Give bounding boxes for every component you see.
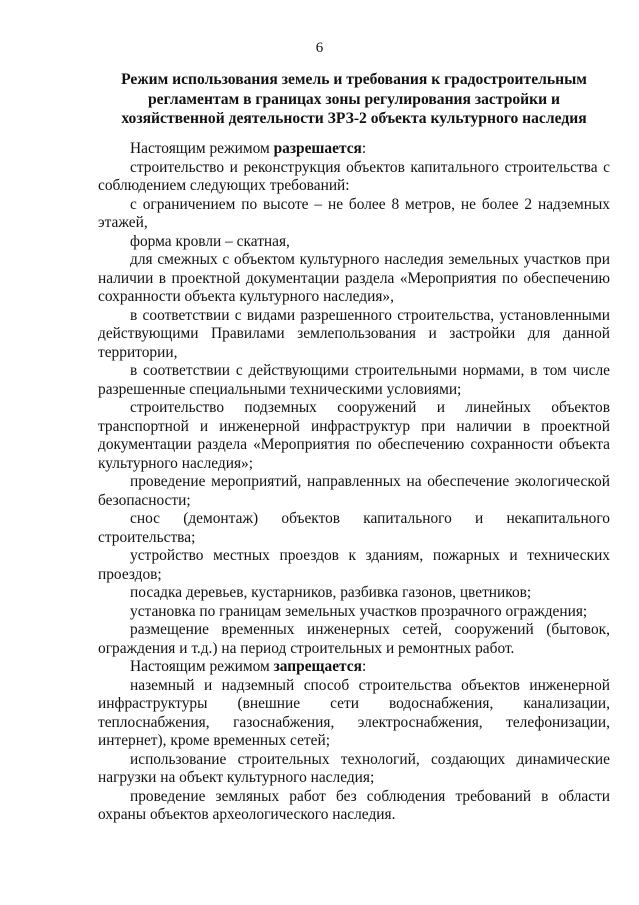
forbidden-item: проведение земляных работ без соблюдения требований в области охраны объектов археологического наследия.	[98, 787, 610, 823]
forbidden-item: использование строительных технологий, создающих динамические нагрузки на объект культурного наследия;	[98, 750, 610, 786]
forbidden-intro-prefix: Настоящим режимом	[130, 658, 274, 675]
allowed-item: размещение временных инженерных сетей, сооружений (бытовок, ограждения и т.д.) на период строительных и ремонтных работ.	[98, 621, 610, 657]
forbidden-intro	[98, 658, 610, 677]
allowed-item: установка по границам земельных участков прозрачного ограждения;	[130, 602, 588, 620]
allowed-item: для смежных с объектом культурного наследия земельных участков при наличии в проектной документации раздела «Мероприятия по обеспечению сохранности объекта культурного наследия»,	[98, 251, 610, 305]
document-heading: Режим использования земель и требования к градостроительным регламентам в границах зоны регулирования застройки и хозяйственной деятельности ЗРЗ-2 объекта культурного наследия	[121, 71, 587, 127]
forbidden-keyword: запрещается	[273, 658, 362, 675]
allowed-item: строительство и реконструкция объектов капитального строительства с соблюдением следующих требований:	[98, 158, 610, 194]
allowed-intro-suffix: :	[361, 140, 367, 157]
page-number: 6	[315, 40, 324, 56]
allowed-item: устройство местных проездов к зданиям, пожарных и технических проездов;	[98, 547, 610, 583]
allowed-item: проведение мероприятий, направленных на обеспечение экологической безопасности;	[98, 473, 610, 509]
allowed-keyword: разрешается	[273, 140, 362, 157]
allowed-item: форма кровли – скатная,	[130, 232, 290, 250]
allowed-item: снос (демонтаж) объектов капитального и некапитального строительства;	[98, 510, 610, 546]
document-body	[98, 140, 610, 825]
allowed-item: посадка деревьев, кустарников, разбивка газонов, цветников;	[130, 584, 532, 601]
allowed-intro	[98, 140, 610, 159]
allowed-intro-prefix: Настоящим режимом	[130, 140, 274, 157]
allowed-item: строительство подземных сооружений и линейных объектов транспортной и инженерной инфраструктур при наличии в проектной документации раздела «Мероприятия по обеспечению сохранности объекта культурного наследия»;	[98, 399, 610, 472]
forbidden-intro-suffix: :	[361, 658, 367, 675]
allowed-item: в соответствии с видами разрешенного строительства, установленными действующими Правилами землепользования и застройки для данной территории,	[98, 306, 610, 361]
forbidden-item: наземный и надземный способ строительства объектов инженерной инфраструктуры (внешние сети водоснабжения, канализации, теплоснабжения, газоснабжения, электроснабжения, телефонизации, интернет), кроме временных сетей;	[98, 676, 610, 749]
allowed-item: в соответствии с действующими строительными нормами, в том числе разрешенные специальными техническими условиями;	[98, 362, 610, 398]
allowed-item: с ограничением по высоте – не более 8 метров, не более 2 надземных этажей,	[98, 195, 610, 231]
